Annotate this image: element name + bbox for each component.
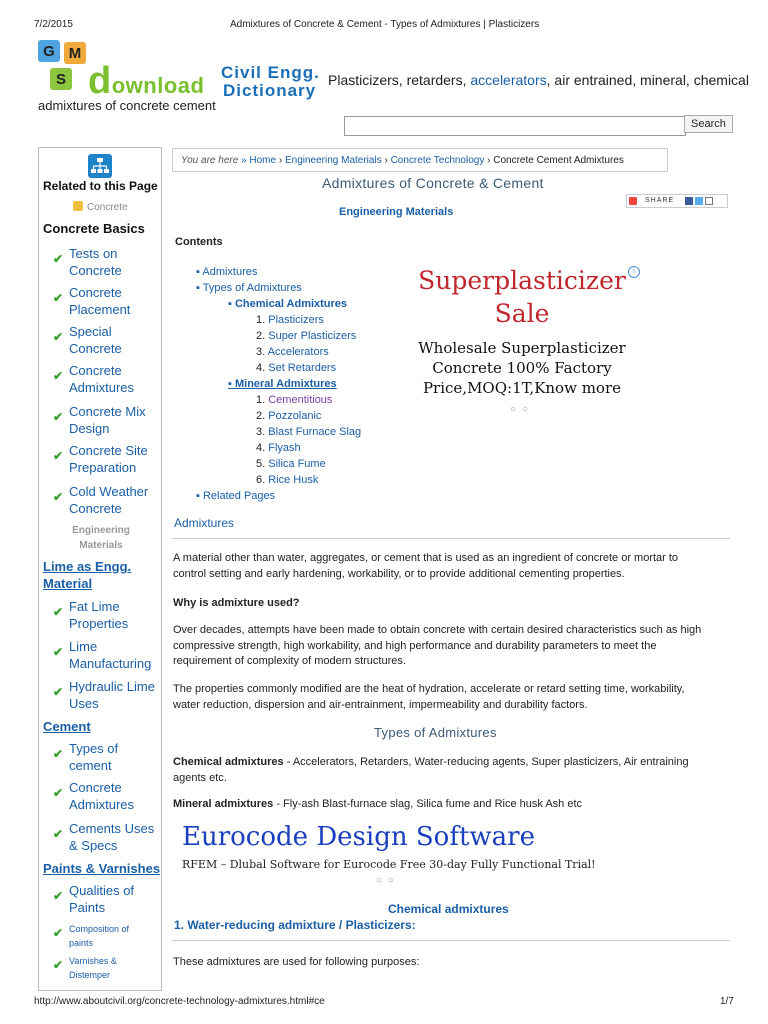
logo-letter-g: G	[38, 40, 60, 62]
toc-mineral-item[interactable]: 4. Flyash	[256, 442, 301, 454]
toc-chemical-item[interactable]: 3. Accelerators	[256, 346, 329, 358]
divider	[172, 538, 730, 539]
toc-types[interactable]: ▪ Types of Admixtures	[196, 282, 302, 294]
sitemap-icon	[88, 154, 112, 178]
toc-admixtures[interactable]: ▪ Admixtures	[196, 266, 258, 278]
breadcrumb-current: Concrete Cement Admixtures	[493, 155, 624, 166]
ad1-text-line1: Wholesale Superplasticizer	[418, 339, 626, 357]
chemical-admixtures-link[interactable]: Chemical admixtures	[388, 902, 509, 916]
ad2-title: Eurocode Design Software	[182, 822, 535, 852]
paints-heading[interactable]: Paints & Varnishes	[43, 861, 161, 876]
print-date: 7/2/2015	[34, 19, 73, 30]
tagline-line2: admixtures of concrete cement	[38, 98, 216, 113]
check-icon: ✔	[53, 369, 64, 383]
page-title: Admixtures of Concrete & Cement	[322, 175, 544, 191]
print-url: http://www.aboutcivil.org/concrete-technology-admixtures.html#ce	[34, 996, 325, 1007]
logo-dict-line1: Civil Engg.	[221, 63, 320, 82]
logo-dict-line2: Dictionary	[223, 81, 317, 100]
toc-mineral-item[interactable]: 3. Blast Furnace Slag	[256, 426, 362, 438]
check-icon: ✔	[53, 889, 64, 903]
share-icon	[629, 197, 637, 205]
breadcrumb-tech[interactable]: Concrete Technology	[390, 155, 485, 166]
para-mineral: Mineral admixtures - Fly-ash Blast-furnace slag, Silica fume and Rice husk Ash etc	[173, 798, 583, 810]
toc-mineral-item[interactable]: 6. Rice Husk	[256, 474, 319, 486]
page-subtitle[interactable]: Engineering Materials	[339, 206, 454, 218]
breadcrumb-you-are-here: You are here	[181, 155, 239, 166]
check-icon: ✔	[53, 330, 64, 344]
check-icon: ✔	[53, 410, 64, 424]
sidebar: Related to this Page Concrete Concrete Basics ✔ Tests on Concrete ✔ Concrete Placement ✔ Special Concrete ✔ Concrete Admixtures ✔ Concrete Mix Design ✔ Concrete Site Preparation ✔ Cold Weather Concrete Engineering Materials Lime as Engg. Material ✔ Fat Lime Properties ✔ Lime Manufacturing ✔ Hydraulic Lime Uses Cement ✔ Types of cement ✔ Concrete Admixtures ✔ Cements Uses & Specs Paints & Varnishes ✔ Qualities of Paints ✔ Composition of paints ✔ Varnishes & Distemper	[38, 147, 162, 991]
ad1-text-line2: Concrete 100% Factory	[432, 359, 612, 377]
toc-related[interactable]: ▪ Related Pages	[196, 490, 276, 502]
search-button[interactable]: Search	[684, 115, 733, 133]
toc-chemical-item[interactable]: 1. Plasticizers	[256, 314, 324, 326]
breadcrumb-eng[interactable]: Engineering Materials	[284, 155, 382, 166]
toc-chemical[interactable]: ▪ Chemical Admixtures	[228, 298, 348, 310]
check-icon: ✔	[53, 786, 64, 800]
check-icon: ✔	[53, 645, 64, 659]
related-title: Related to this Page	[43, 179, 158, 193]
search-input[interactable]	[344, 116, 686, 136]
para-definition: A material other than water, aggregates, or cement that is used as an ingredient of concrete or mortar to control setting and early hardening, workability, or to provide additional cementing properties.	[173, 552, 679, 580]
ad2-text: RFEM – Dlubal Software for Eurocode Free 30-day Fully Functional Trial!	[182, 858, 596, 871]
toc-chemical-item[interactable]: 2. Super Plasticizers	[256, 330, 357, 342]
check-icon: ✔	[53, 449, 64, 463]
ad-info-icon[interactable]: i	[628, 266, 640, 278]
check-icon: ✔	[53, 685, 64, 699]
check-icon: ✔	[53, 490, 64, 504]
ad1-title-line2: Sale	[494, 299, 550, 328]
check-icon: ✔	[53, 605, 64, 619]
lime-heading[interactable]: Lime as Engg. Material	[43, 559, 132, 591]
logo-download-text: download	[88, 60, 205, 102]
check-icon: ✔	[53, 747, 64, 761]
logo-letter-m: M	[64, 42, 86, 64]
concrete-basics-title: Concrete Basics	[43, 221, 145, 236]
check-icon: ✔	[53, 252, 64, 266]
para-purposes: These admixtures are used for following purposes:	[173, 956, 420, 968]
logo-letter-s: S	[50, 68, 72, 90]
toc-mineral-item[interactable]: 5. Silica Fume	[256, 458, 326, 470]
check-icon: ✔	[53, 827, 64, 841]
toc-mineral-item[interactable]: 2. Pozzolanic	[256, 410, 322, 422]
twitter-icon	[695, 197, 703, 205]
breadcrumb-home[interactable]: Home	[249, 155, 277, 166]
para-properties: The properties commonly modified are the heat of hydration, accelerate or retard setting time, workability, water reduction, dispersion and air-entrainment, impermeability and durability factors.	[173, 683, 685, 711]
ad-superplasticizer[interactable]	[404, 264, 640, 434]
ad1-text-line3: Price,MOQ:1T,Know more	[422, 379, 622, 397]
why-heading: Why is admixture used?	[173, 597, 300, 609]
ad1-title-line1: Superplasticizer	[418, 266, 626, 295]
cement-heading[interactable]: Cement	[43, 719, 91, 734]
email-icon	[705, 197, 713, 205]
para-chemical: Chemical admixtures - Accelerators, Retarders, Water-reducing agents, Super plasticizers, Air entraining agents etc.	[173, 756, 689, 784]
admixtures-heading: Admixtures	[174, 516, 235, 530]
share-button[interactable]: SHARE	[626, 194, 728, 208]
check-icon: ✔	[53, 291, 64, 305]
tagline-accelerators-link[interactable]: accelerators	[470, 72, 547, 88]
divider	[172, 940, 730, 941]
table-of-contents	[196, 264, 361, 504]
check-icon: ✔	[53, 926, 64, 940]
toc-mineral[interactable]: ▪ Mineral Admixtures	[228, 378, 337, 390]
check-icon: ✔	[53, 958, 64, 972]
para-why: Over decades, attempts have been made to obtain concrete with certain desired characteristics such as high compressive strength, high workability, and high performance and durability parameters to meet the requirement of complexity of modern structures.	[173, 624, 702, 667]
breadcrumb: You are here » Home › Engineering Materials › Concrete Technology › Concrete Cement Admixtures	[172, 148, 668, 172]
tagline: Plasticizers, retarders, accelerators, air entrained, mineral, chemical	[328, 72, 749, 88]
types-heading: Types of Admixtures	[374, 725, 497, 740]
water-reducing-heading: 1. Water-reducing admixture / Plasticizers:	[174, 918, 416, 932]
concrete-link[interactable]: Concrete	[87, 202, 128, 213]
contents-title: Contents	[175, 236, 223, 248]
site-logo[interactable]	[36, 38, 96, 102]
print-title: Admixtures of Concrete & Cement - Types of Admixtures | Plasticizers	[230, 19, 540, 30]
toc-chemical-item[interactable]: 4. Set Retarders	[256, 362, 337, 374]
toc-mineral-item[interactable]: 1. Cementitious	[256, 394, 333, 406]
print-page: 1/7	[720, 996, 734, 1007]
ad1-dots: ○○	[509, 404, 535, 415]
concrete-icon	[73, 201, 83, 211]
engineering-materials-label: Engineering Materials	[72, 525, 130, 551]
facebook-icon	[685, 197, 693, 205]
ad2-dots: ○○	[376, 875, 401, 886]
ad-eurocode[interactable]	[182, 822, 682, 898]
